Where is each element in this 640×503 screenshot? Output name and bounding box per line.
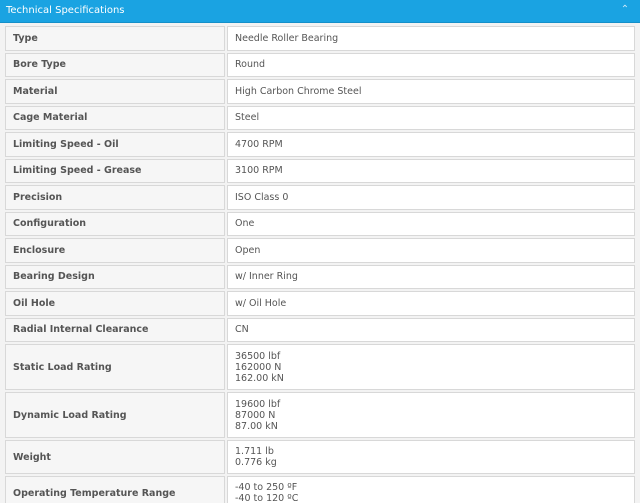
- spec-value-line: 36500 lbf: [235, 350, 281, 362]
- spec-value: [227, 132, 635, 157]
- spec-value-line: Needle Roller Bearing: [235, 32, 339, 44]
- panel-header[interactable]: [0, 0, 640, 23]
- spec-label: Precision: [5, 185, 225, 210]
- spec-label: Weight: [5, 440, 225, 474]
- spec-value-line: Open: [235, 244, 261, 256]
- spec-value-line: High Carbon Chrome Steel: [235, 85, 362, 97]
- spec-row-cage-material: [5, 106, 635, 131]
- spec-label: Material: [5, 79, 225, 104]
- spec-value-line: Round: [235, 59, 266, 71]
- spec-row-material: [5, 79, 635, 104]
- spec-row-limiting-speed-grease: [5, 159, 635, 184]
- spec-value: [227, 79, 635, 104]
- spec-value: [227, 106, 635, 131]
- spec-value: [227, 344, 635, 390]
- spec-value-line: 19600 lbf: [235, 398, 281, 410]
- spec-label: Configuration: [5, 212, 225, 237]
- spec-value-line: Steel: [235, 112, 260, 124]
- spec-label: Cage Material: [5, 106, 225, 131]
- spec-row-oil-hole: [5, 291, 635, 316]
- spec-value-line: 87000 N: [235, 409, 276, 421]
- spec-row-enclosure: [5, 238, 635, 263]
- spec-label: Dynamic Load Rating: [5, 392, 225, 438]
- spec-row-radial-internal-clearance: [5, 318, 635, 343]
- spec-row-bearing-design: [5, 265, 635, 290]
- spec-value: [227, 26, 635, 51]
- spec-row-dynamic-load-rating: [5, 392, 635, 438]
- spec-value-line: 1.711 lb: [235, 446, 274, 457]
- spec-value-line: CN: [235, 324, 249, 336]
- spec-row-configuration: [5, 212, 635, 237]
- spec-label: Static Load Rating: [5, 344, 225, 390]
- spec-value-line: ISO Class 0: [235, 191, 289, 203]
- spec-label: Type: [5, 26, 225, 51]
- spec-row-static-load-rating: [5, 344, 635, 390]
- spec-row-precision: [5, 185, 635, 210]
- chevron-up-icon[interactable]: ⌃: [620, 4, 630, 15]
- spec-row-limiting-speed-oil: [5, 132, 635, 157]
- panel-title: Technical Specifications: [6, 5, 125, 16]
- spec-label: Radial Internal Clearance: [5, 318, 225, 343]
- spec-value: [227, 392, 635, 438]
- spec-value-line: 87.00 kN: [235, 420, 278, 432]
- spec-row-operating-temperature-range: [5, 476, 635, 503]
- spec-value: [227, 318, 635, 343]
- spec-value: [227, 238, 635, 263]
- spec-value-line: 4700 RPM: [235, 138, 283, 150]
- spec-value-line: -40 to 120 ºC: [235, 493, 299, 503]
- spec-label: Operating Temperature Range: [5, 476, 225, 503]
- spec-row-type: [5, 26, 635, 51]
- spec-table: [5, 26, 635, 503]
- spec-value: [227, 53, 635, 78]
- spec-value-line: w/ Inner Ring: [235, 271, 298, 283]
- spec-value: [227, 476, 635, 503]
- spec-value-line: One: [235, 218, 255, 230]
- spec-value: [227, 291, 635, 316]
- spec-value: [227, 185, 635, 210]
- spec-value-line: 162.00 kN: [235, 372, 284, 384]
- spec-value-line: 3100 RPM: [235, 165, 283, 177]
- spec-row-bore-type: [5, 53, 635, 78]
- spec-value: [227, 440, 635, 474]
- spec-label: Bore Type: [5, 53, 225, 78]
- spec-label: Limiting Speed - Grease: [5, 159, 225, 184]
- spec-value-line: w/ Oil Hole: [235, 297, 287, 309]
- spec-value: [227, 265, 635, 290]
- spec-label: Limiting Speed - Oil: [5, 132, 225, 157]
- spec-value-line: -40 to 250 ºF: [235, 482, 298, 493]
- spec-value: [227, 212, 635, 237]
- spec-row-weight: [5, 440, 635, 474]
- spec-label: Oil Hole: [5, 291, 225, 316]
- spec-label: Bearing Design: [5, 265, 225, 290]
- spec-label: Enclosure: [5, 238, 225, 263]
- spec-value-line: 162000 N: [235, 361, 282, 373]
- spec-value-line: 0.776 kg: [235, 457, 277, 468]
- spec-value: [227, 159, 635, 184]
